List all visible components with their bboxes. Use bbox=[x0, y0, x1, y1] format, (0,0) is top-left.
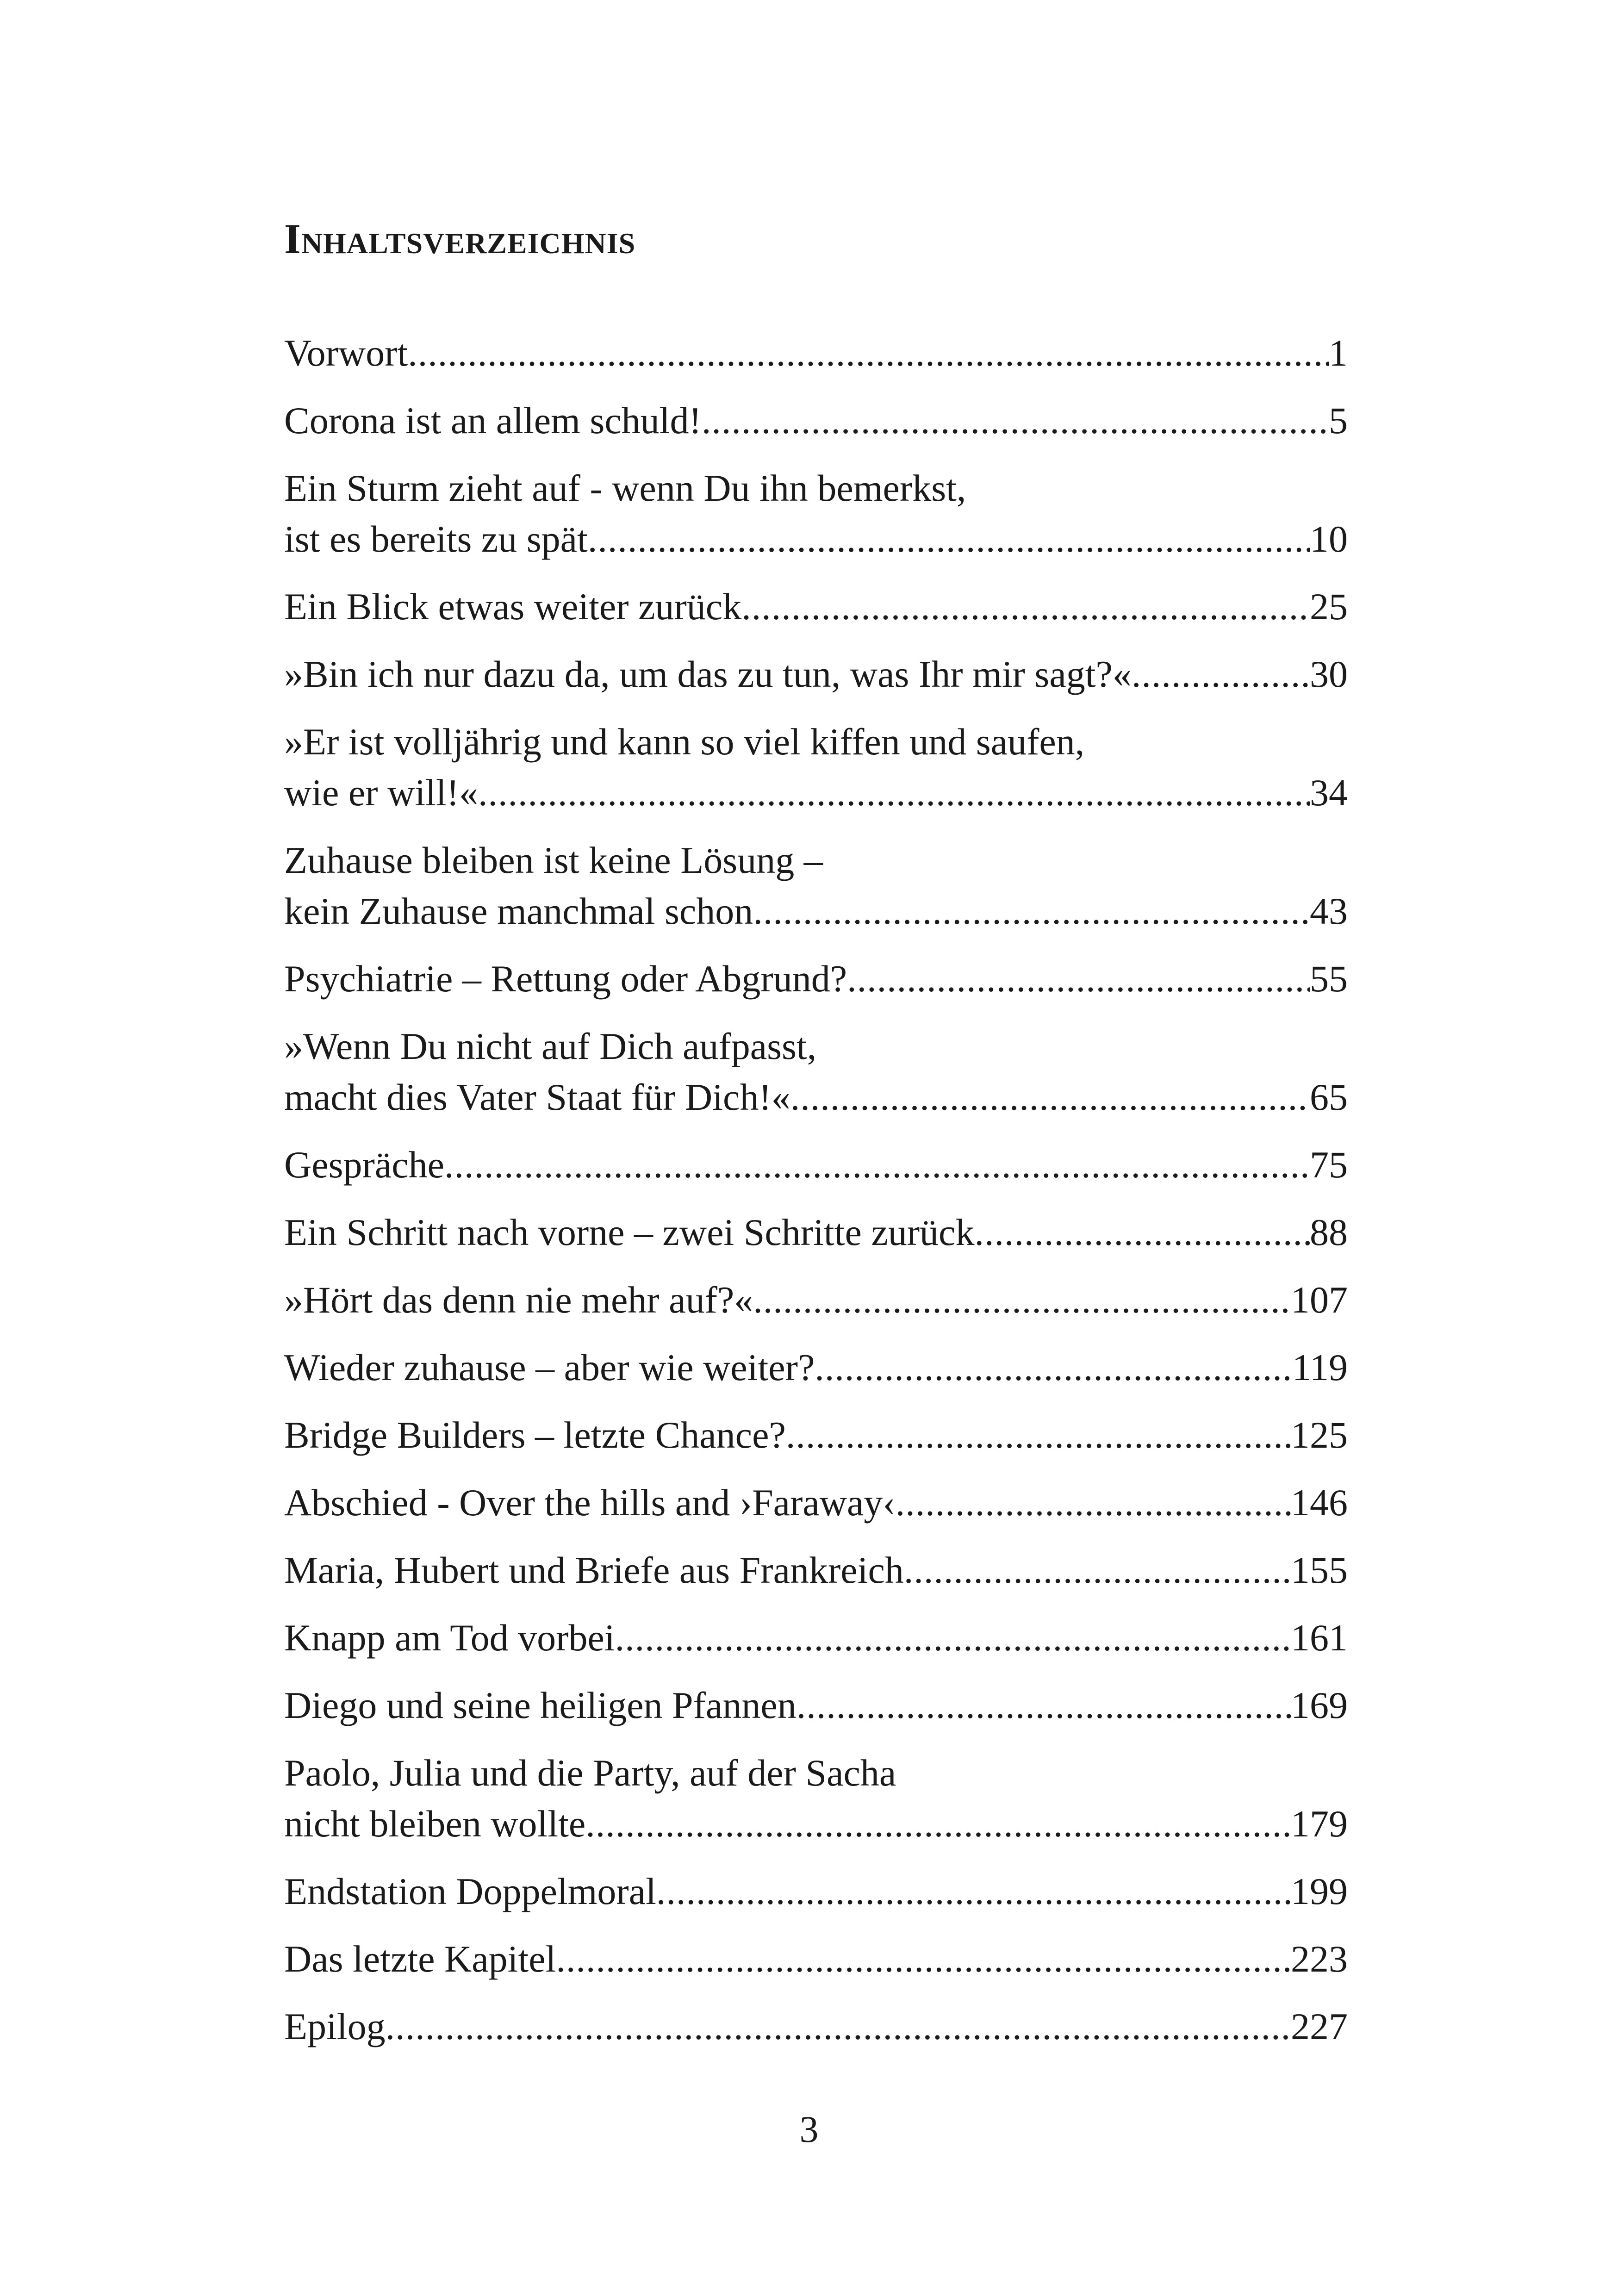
dot-leader bbox=[556, 1934, 1291, 1985]
dot-leader bbox=[444, 1139, 1310, 1190]
toc-entry-line bbox=[284, 1139, 1348, 1190]
dot-leader bbox=[1132, 649, 1310, 700]
toc-entry bbox=[284, 1612, 1348, 1663]
toc-entry-line bbox=[284, 1748, 1348, 1798]
toc-entry-title: Diego und seine heiligen Pfannen bbox=[284, 1684, 797, 1726]
dot-leader bbox=[904, 1545, 1291, 1596]
toc-entry-page: 88 bbox=[1310, 1211, 1348, 1253]
dot-leader bbox=[896, 1477, 1291, 1528]
toc-entry-title: Ein Blick etwas weiter zurück bbox=[284, 585, 742, 628]
toc-entry-page: 119 bbox=[1292, 1346, 1348, 1388]
toc-entry bbox=[284, 581, 1348, 632]
toc-entry-page: 5 bbox=[1329, 399, 1348, 442]
toc-entry-line bbox=[284, 581, 1348, 632]
toc-entry-line bbox=[284, 835, 1348, 886]
toc-entry-title: Maria, Hubert und Briefe aus Frankreich bbox=[284, 1549, 904, 1591]
toc-entry-line bbox=[284, 1934, 1348, 1985]
dot-leader bbox=[790, 1072, 1310, 1123]
dot-leader bbox=[797, 1680, 1291, 1731]
toc-entry-page: 125 bbox=[1291, 1414, 1348, 1456]
toc-entry-title: Corona ist an allem schuld! bbox=[284, 399, 702, 442]
toc-list bbox=[284, 328, 1348, 2069]
toc-entry-line bbox=[284, 886, 1348, 937]
toc-entry-page: 65 bbox=[1310, 1076, 1348, 1118]
toc-entry-page: 179 bbox=[1291, 1803, 1348, 1845]
toc-entry-line bbox=[284, 395, 1348, 446]
toc-entry-page: 146 bbox=[1291, 1481, 1348, 1524]
dot-leader bbox=[702, 395, 1329, 446]
toc-entry-title: Knapp am Tod vorbei bbox=[284, 1617, 615, 1659]
toc-entry bbox=[284, 1748, 1348, 1849]
dot-leader bbox=[478, 767, 1310, 818]
dot-leader bbox=[615, 1612, 1291, 1663]
toc-entry-page: 30 bbox=[1310, 653, 1348, 695]
dot-leader bbox=[585, 1798, 1291, 1849]
toc-entry-page: 75 bbox=[1310, 1144, 1348, 1186]
dot-leader bbox=[588, 514, 1310, 565]
toc-entry-page: 25 bbox=[1310, 585, 1348, 628]
toc-entry-title: Ein Schritt nach vorne – zwei Schritte zurück bbox=[284, 1211, 975, 1253]
toc-entry-line bbox=[284, 1021, 1348, 1072]
toc-entry-line bbox=[284, 1866, 1348, 1917]
toc-entry-page: 43 bbox=[1310, 890, 1348, 932]
toc-entry bbox=[284, 2001, 1348, 2052]
toc-entry-title: »Wenn Du nicht auf Dich aufpasst, bbox=[284, 1025, 817, 1067]
toc-entry-title: macht dies Vater Staat für Dich!« bbox=[284, 1076, 790, 1118]
toc-entry-page: 55 bbox=[1310, 958, 1348, 1000]
dot-leader bbox=[974, 1207, 1310, 1258]
toc-entry bbox=[284, 395, 1348, 446]
toc-entry-title: Vorwort bbox=[284, 332, 408, 374]
dot-leader bbox=[386, 2001, 1291, 2052]
dot-leader bbox=[408, 328, 1329, 379]
toc-entry-line bbox=[284, 1477, 1348, 1528]
toc-entry-title: kein Zuhause manchmal schon bbox=[284, 890, 753, 932]
toc-entry-title: ist es bereits zu spät bbox=[284, 518, 588, 560]
toc-entry-line bbox=[284, 1342, 1348, 1393]
toc-entry bbox=[284, 953, 1348, 1004]
toc-entry bbox=[284, 328, 1348, 379]
toc-entry-line bbox=[284, 1275, 1348, 1325]
dot-leader bbox=[753, 886, 1310, 937]
toc-entry-title: Ein Sturm zieht auf - wenn Du ihn bemerkst, bbox=[284, 467, 966, 509]
toc-entry bbox=[284, 649, 1348, 700]
toc-entry-page: 155 bbox=[1291, 1549, 1348, 1591]
toc-entry bbox=[284, 1342, 1348, 1393]
toc-entry bbox=[284, 1680, 1348, 1731]
toc-entry bbox=[284, 1275, 1348, 1325]
toc-entry-title: Das letzte Kapitel bbox=[284, 1938, 556, 1980]
toc-entry-page: 1 bbox=[1329, 332, 1348, 374]
toc-entry-page: 10 bbox=[1310, 518, 1348, 560]
dot-leader bbox=[847, 953, 1310, 1004]
toc-entry-title: Abschied - Over the hills and ›Faraway‹ bbox=[284, 1481, 896, 1524]
toc-entry bbox=[284, 1866, 1348, 1917]
toc-entry bbox=[284, 1477, 1348, 1528]
toc-entry bbox=[284, 1410, 1348, 1461]
toc-entry-page: 34 bbox=[1310, 772, 1348, 814]
toc-entry-line bbox=[284, 1798, 1348, 1849]
dot-leader bbox=[741, 581, 1310, 632]
toc-entry-line bbox=[284, 1612, 1348, 1663]
toc-entry-line bbox=[284, 1410, 1348, 1461]
toc-entry-line bbox=[284, 463, 1348, 514]
toc-entry-title: Psychiatrie – Rettung oder Abgrund? bbox=[284, 958, 847, 1000]
dot-leader bbox=[753, 1275, 1291, 1325]
toc-entry-title: Wieder zuhause – aber wie weiter? bbox=[284, 1346, 815, 1388]
toc-entry-page: 169 bbox=[1291, 1684, 1348, 1726]
toc-entry-title: »Hört das denn nie mehr auf?« bbox=[284, 1279, 753, 1321]
toc-entry bbox=[284, 1207, 1348, 1258]
page-number: 3 bbox=[799, 2108, 819, 2150]
toc-entry-line bbox=[284, 953, 1348, 1004]
toc-entry-line bbox=[284, 1680, 1348, 1731]
toc-entry bbox=[284, 716, 1348, 818]
toc-entry-line bbox=[284, 767, 1348, 818]
toc-entry-page: 107 bbox=[1291, 1279, 1348, 1321]
toc-entry-line bbox=[284, 716, 1348, 767]
toc-entry-title: »Er ist volljährig und kann so viel kiffen und saufen, bbox=[284, 721, 1085, 763]
toc-entry-line bbox=[284, 1072, 1348, 1123]
toc-entry-title: wie er will!« bbox=[284, 772, 478, 814]
toc-entry-title: Zuhause bleiben ist keine Lösung – bbox=[284, 839, 823, 881]
toc-entry bbox=[284, 463, 1348, 565]
dot-leader bbox=[815, 1342, 1292, 1393]
toc-entry bbox=[284, 1021, 1348, 1123]
toc-entry bbox=[284, 1545, 1348, 1596]
toc-entry-title: Bridge Builders – letzte Chance? bbox=[284, 1414, 786, 1456]
dot-leader bbox=[656, 1866, 1291, 1917]
toc-entry bbox=[284, 1934, 1348, 1985]
toc-heading: Inhaltsverzeichnis bbox=[284, 215, 636, 262]
toc-entry-title: Paolo, Julia und die Party, auf der Sacha bbox=[284, 1752, 896, 1794]
toc-entry-page: 199 bbox=[1291, 1870, 1348, 1912]
toc-entry-line bbox=[284, 1207, 1348, 1258]
toc-entry-line bbox=[284, 649, 1348, 700]
toc-entry-line bbox=[284, 1545, 1348, 1596]
toc-entry-title: nicht bleiben wollte bbox=[284, 1803, 586, 1845]
toc-entry bbox=[284, 1139, 1348, 1190]
toc-entry-title: »Bin ich nur dazu da, um das zu tun, was Ihr mir sagt?« bbox=[284, 653, 1132, 695]
toc-entry bbox=[284, 835, 1348, 937]
toc-entry-title: Gespräche bbox=[284, 1144, 445, 1186]
toc-entry-line bbox=[284, 514, 1348, 565]
toc-entry-page: 227 bbox=[1291, 2005, 1348, 2047]
dot-leader bbox=[786, 1410, 1291, 1461]
toc-entry-page: 161 bbox=[1291, 1617, 1348, 1659]
toc-entry-title: Endstation Doppelmoral bbox=[284, 1870, 656, 1912]
toc-entry-line bbox=[284, 328, 1348, 379]
toc-entry-line bbox=[284, 2001, 1348, 2052]
toc-entry-page: 223 bbox=[1291, 1938, 1348, 1980]
toc-entry-title: Epilog bbox=[284, 2005, 386, 2047]
